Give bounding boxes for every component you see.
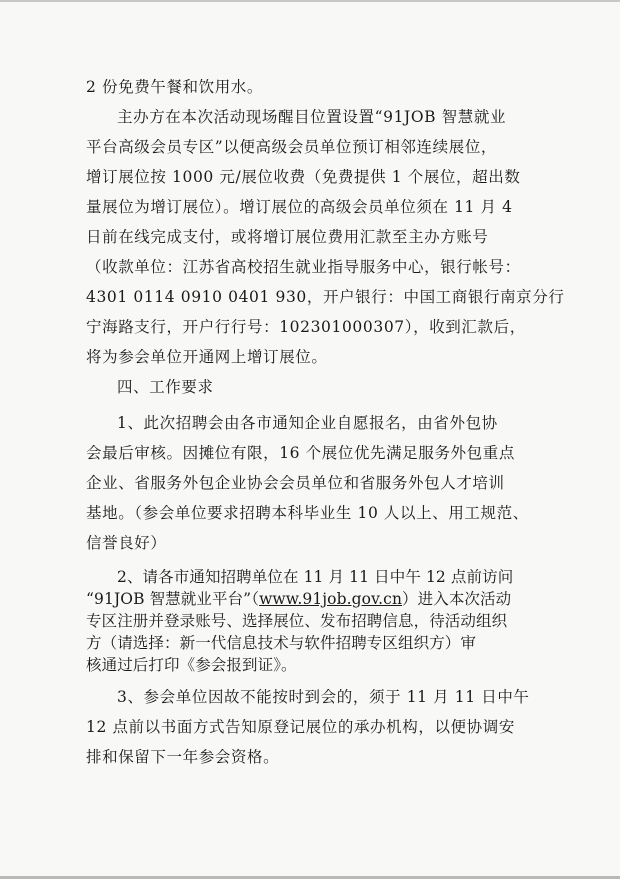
text-line: 将为参会单位开通网上增订展位。 — [86, 348, 328, 366]
text-line: 2 份免费午餐和饮用水。 — [86, 78, 263, 96]
text-line: 宁海路支行，开户行行号：102301000307），收到汇款后， — [86, 318, 526, 336]
text-line: 2、请各市通知招聘单位在 11 月 11 日中午 12 点前访问 — [117, 568, 514, 586]
text-line: 会最后审核。因摊位有限，16 个展位优先满足服务外包重点 — [86, 444, 515, 462]
paragraph-booth-upgrade — [86, 102, 565, 372]
section-heading-work-requirements — [86, 372, 556, 402]
text-line: 企业、省服务外包企业协会会员单位和省服务外包人才培训 — [86, 474, 505, 492]
text-line: 方（请选择：新一代信息技术与软件招聘专区组织方）审 — [86, 634, 477, 652]
text-line: 4301 0114 0910 0401 930，开户银行：中国工商银行南京分行 — [86, 288, 565, 306]
paragraph-lunch — [86, 72, 556, 102]
text-line: 主办方在本次活动现场醒目位置设置“91JOB 智慧就业 — [117, 108, 507, 126]
text-line: 基地。（参会单位要求招聘本科毕业生 10 人以上、用工规范、 — [86, 504, 529, 522]
text-segment: “91JOB 智慧就业平台”（ — [86, 590, 260, 608]
text-line: 平台高级会员专区”以便高级会员单位预订相邻连续展位， — [86, 138, 498, 156]
text-line: 核通过后打印《参会报到证》。 — [86, 656, 297, 674]
text-line: （收款单位：江苏省高校招生就业指导服务中心，银行帐号： — [86, 258, 521, 276]
text-line: 日前在线完成支付，或将增订展位费用汇款至主办方账号 — [86, 228, 489, 246]
text-line: 专区注册并登录账号、选择展位、发布招聘信息，待活动组织 — [86, 612, 508, 630]
section-heading: 四、工作要求 — [117, 378, 214, 396]
website-link[interactable]: www.91job.gov.cn — [259, 590, 403, 608]
text-line: 3、参会单位因故不能按时到会的，须于 11 月 11 日中午 — [117, 688, 530, 706]
paragraph-requirement-1 — [86, 408, 556, 558]
text-line: 1、此次招聘会由各市通知企业自愿报名，由省外包协 — [117, 414, 498, 432]
text-line — [86, 588, 556, 610]
text-line: 12 点前以书面方式告知原登记展位的承办机构，以便协调安 — [86, 718, 515, 736]
text-line: 增订展位按 1000 元/展位收费（免费提供 1 个展位，超出数 — [86, 168, 521, 186]
text-line: 排和保留下一年参会资格。 — [86, 748, 280, 766]
text-segment: ）进入本次活动 — [402, 590, 512, 608]
paragraph-requirement-2 — [86, 566, 556, 676]
document-body — [86, 72, 565, 772]
paragraph-requirement-3 — [86, 682, 556, 772]
text-line: 量展位为增订展位）。增订展位的高级会员单位须在 11 月 4 — [86, 198, 513, 216]
text-line: 信誉良好） — [86, 534, 167, 552]
